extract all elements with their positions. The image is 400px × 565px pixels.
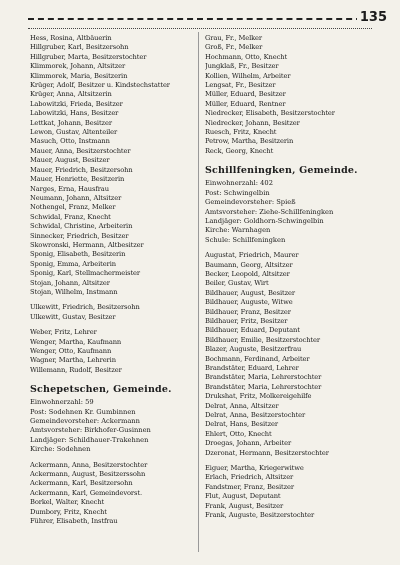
list-item: Ruesch, Fritz, Knecht [205,128,277,137]
meta-line: Kirche: Warnhagen [205,226,271,235]
list-item: Willemann, Rudolf, Besitzer [30,365,122,374]
list-item: Bochmann, Ferdinand, Arbeiter [205,354,310,363]
list-item: Eiguer, Martha, Kriegerwitwe [205,464,304,473]
left-column [30,34,200,527]
list-item: Niedrecker, Johann, Besitzer [205,118,300,127]
meta-line: Einwohnerzahl: 59 [30,398,94,407]
list-item: Sponig, Karl, Stellmachermeister [30,269,140,278]
list-item: Führer, Elisabeth, Instfrau [30,517,118,526]
list-item: Niedrecker, Elisabeth, Besitzerstochter [205,109,335,118]
list-item: Mauer, Henriette, Besitzerin [30,175,125,184]
section-entries [205,251,375,520]
section-meta [30,398,200,454]
list-item: Stojan, Wilhelm, Instmann [30,287,118,296]
meta-line: Schule: Schillfeningken [205,235,286,244]
section-entries [30,461,200,527]
list-item: Fandstmer, Franz, Besitzer [205,482,295,491]
list-item: Wenger, Martha, Kaufmann [30,337,122,346]
list-item: Ackermann, Anna, Besitzerstochter [30,460,148,469]
list-item: Skowronski, Hermann, Altbesitzer [30,240,144,249]
list-item: Sponig, Elisabeth, Besitzerin [30,250,126,259]
list-item: Labowitzki, Frieda, Besitzer [30,99,123,108]
list-item: Kollien, Wilhelm, Arbeiter [205,71,291,80]
list-item: Delrat, Anna, Besitzerstochter [205,411,306,420]
page-number: 135 [357,10,390,25]
list-item: Labowitzki, Hans, Besitzer [30,109,119,118]
list-item: Drukshat, Fritz, Molkereigehilfe [205,392,312,401]
list-item: Bildhauer, Franz, Besitzer [205,307,291,316]
meta-line: Post: Schwingelbin [205,188,270,197]
list-item: Delrat, Hans, Besitzer [205,420,278,429]
meta-line: Landjäger: Schildhauer-Trakehnen [30,435,149,444]
list-item: Masuch, Otto, Instmann [30,137,110,146]
list-item: Ackermann, Karl, Gemeindevorst. [30,488,142,497]
list-item: Baumann, Georg, Altsitzer [205,260,293,269]
list-item: Frank, Auguste, Besitzerstochter [205,511,315,520]
list-item: Bildhauer, Emilie, Besitzerstochter [205,335,320,344]
list-item: Ehlert, Otto, Knecht [205,429,272,438]
meta-line: Post: Sodehnen Kr. Gumbinnen [30,407,136,416]
list-item: Bildhauer, August, Besitzer [205,288,295,297]
spacer [30,375,200,381]
list-item: Bildhauer, Auguste, Witwe [205,298,293,307]
meta-line: Amtsvorsteher: Ziehe-Schillfeningken [205,207,334,216]
list-item: Erlach, Friedrich, Altsitzer [205,473,294,482]
list-item: Müller, Eduard, Besitzer [205,90,286,99]
list-item: Krüger, Anna, Altsitzerin [30,90,112,99]
list-item: Flut, August, Deputant [205,492,281,501]
list-item: Mauer, Friedrich, Besitzersohn [30,165,133,174]
list-item: Schwidal, Christine, Arbeiterin [30,222,133,231]
meta-line: Amtsvorsteher: Birkhofer-Gusinnen [30,426,151,435]
list-item: Nothengel, Franz, Melker [30,203,116,212]
meta-line: Gemeindevorsteher: Spieß [205,198,296,207]
list-item: Brandstäter, Maria, Lehrerstochter [205,382,322,391]
list-item: Lewon, Gustav, Altenteiler [30,128,118,137]
meta-line: Einwohnerzahl: 402 [205,179,273,188]
list-item: Dumbory, Fritz, Knecht [30,507,107,516]
list-item: Delrat, Anna, Altsitzer [205,401,279,410]
meta-line: Gemeindevorsteher: Ackermann [30,417,140,426]
list-item: Wagner, Martha, Lehrerin [30,356,116,365]
list-item: Bildhauer, Eduard, Deputant [205,326,300,335]
list-item: Ackermann, Karl, Besitzersohn [30,479,133,488]
list-item: Hillgruber, Marta, Besitzerstochter [30,52,147,61]
list-item: Beiler, Gustav, Wirt [205,279,269,288]
list-item: Müller, Eduard, Rentner [205,99,286,108]
list-item: Grau, Fr., Melker [205,34,263,42]
list-item: Klimmorek, Johann, Altsitzer [30,62,126,71]
section-heading: Schillfeningken, Gemeinde. [205,165,358,177]
list-item: Brandstäter, Eduard, Lehrer [205,364,299,372]
list-item: Mauer, Anna, Besitzerstochter [30,146,131,155]
list-item: Sinnecker, Friedrich, Besitzer [30,231,129,240]
spacer [205,156,375,162]
section-meta [205,179,375,245]
right-column [205,34,375,521]
right-group-1 [205,34,375,156]
list-item: Klimmorek, Maria, Besitzerin [30,71,128,80]
list-item: Borkel, Walter, Knecht [30,498,105,507]
meta-line: Kirche: Sodehnen [30,445,91,454]
list-item: Wenger, Otto, Kaufmann [30,347,112,355]
list-item: Hess, Rosina, Altbäuerin [30,34,112,42]
list-item: Blazer, Auguste, Besitzerfrau [205,345,302,354]
meta-line: Landjäger: Goldhorn-Schwingelbin [205,216,324,225]
list-item: Krüger, Adolf, Besitzer u. Kindstechstatter [30,81,170,90]
list-item: Lettkat, Johann, Besitzer [30,118,112,127]
list-item: Augustat, Friedrich, Maurer [205,251,299,260]
list-item: Reck, Georg, Knecht [205,146,274,155]
list-item: Lengsat, Fr., Besitzer [205,81,276,90]
list-item: Frank, August, Besitzer [205,501,284,510]
list-item: Neumann, Johann, Altsitzer [30,193,122,202]
left-group-1 [30,34,200,375]
top-decorative-rule [28,18,372,29]
list-item: Stojan, Johann, Altsitzer [30,278,110,287]
list-item: Sponig, Emma, Arbeiterin [30,259,116,268]
list-item: Groß, Fr., Melker [205,43,263,52]
section-heading: Schepetschen, Gemeinde. [30,384,172,396]
list-item: Mauer, August, Besitzer [30,156,110,165]
list-item: Schwidal, Franz, Knecht [30,212,111,221]
list-item: Ackermann, August, Besitzerssohn [30,470,146,479]
list-item: Ulkewitt, Friedrich, Besitzersohn [30,303,140,312]
list-item: Hillgruber, Karl, Besitzersohn [30,43,129,52]
list-item: Ulkewitt, Gustav, Besitzer [30,312,116,321]
list-item: Petrow, Martha, Besitzerin [205,137,294,146]
list-item: Dzeronat, Hermann, Besitzerstochter [205,448,329,457]
list-item: Hochmann, Otto, Knecht [205,52,288,61]
list-item: Weber, Fritz, Lehrer [30,328,97,337]
list-item: Bildhauer, Fritz, Besitzer [205,316,288,325]
list-item: Droegas, Johann, Arbeiter [205,439,292,448]
list-item: Becker, Leopold, Altsitzer [205,269,290,278]
list-item: Narges, Erna, Hausfrau [30,184,109,193]
list-item: Jungklaß, Fr., Besitzer [205,62,279,71]
list-item: Brandstäter, Maria, Lehrerstochter [205,373,322,382]
